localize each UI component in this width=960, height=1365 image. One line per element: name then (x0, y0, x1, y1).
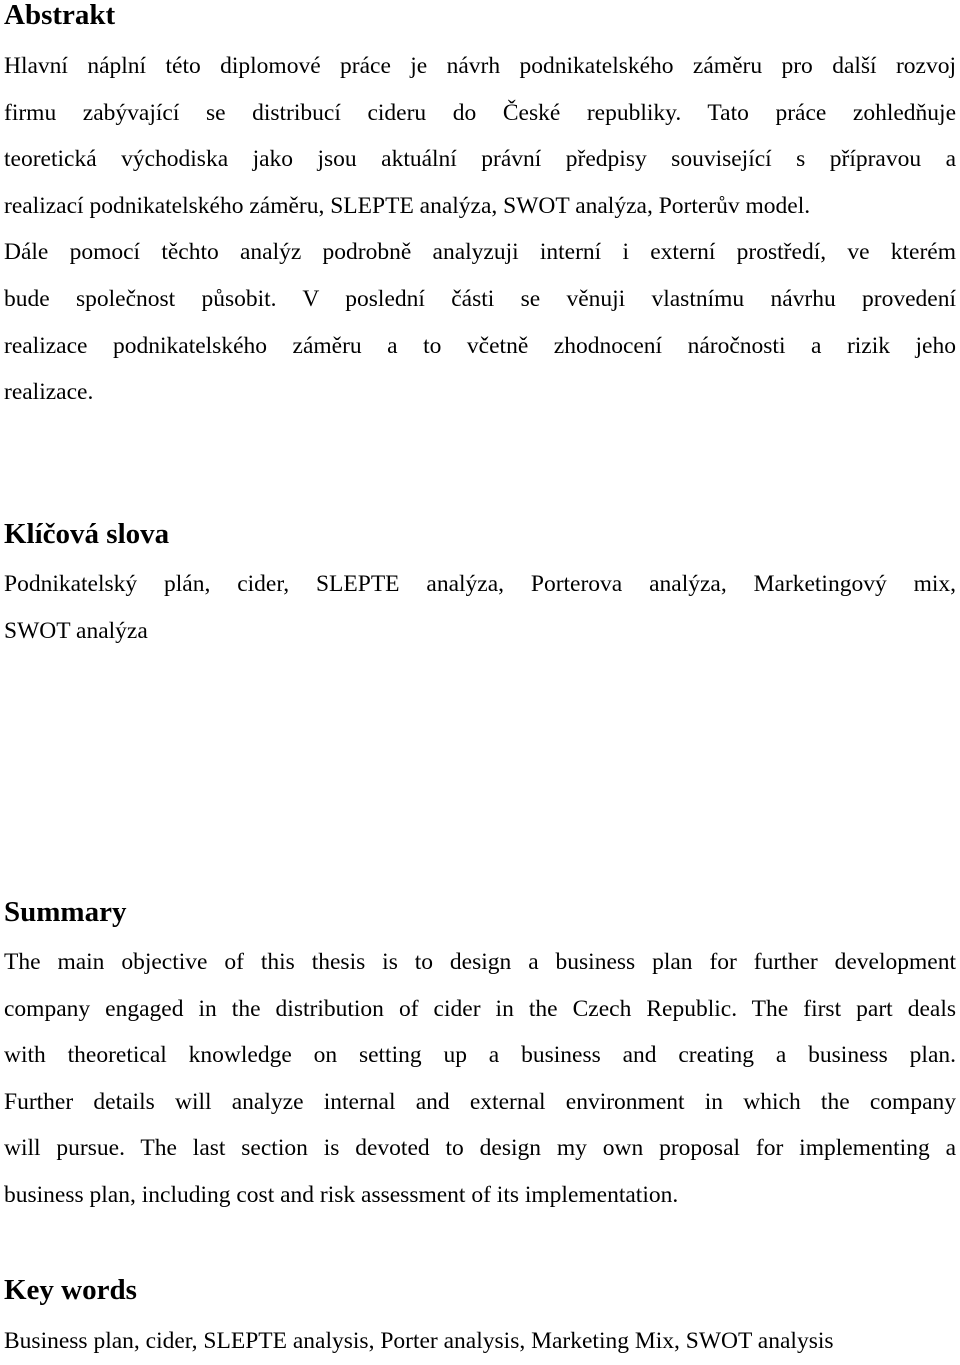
abstract-line: realizace. (4, 379, 94, 406)
summary-heading: Summary (4, 896, 127, 928)
summary-line: The main objective of this thesis is to design a business plan for further development (4, 949, 956, 975)
keywords-en-paragraph (4, 1318, 956, 1365)
abstract-heading: Abstrakt (4, 0, 116, 31)
keywords-cz-paragraph (4, 561, 956, 654)
summary-line: company engaged in the distribution of cider in the Czech Republic. The first part deals (4, 995, 956, 1022)
summary-paragraph (4, 939, 956, 1219)
abstract-line: realizace podnikatelského záměru a to včetně zhodnocení náročnosti a rizik jeho (4, 332, 956, 359)
keywords-en-heading: Key words (4, 1274, 137, 1306)
summary-line: will pursue. The last section is devoted to design my own proposal for implementing a (4, 1135, 956, 1162)
summary-line: business plan, including cost and risk assessment of its implementation. (4, 1181, 679, 1208)
keywords-en-line: Business plan, cider, SLEPTE analysis, Porter analysis, Marketing Mix, SWOT analysis (4, 1328, 834, 1354)
abstract-line: Hlavní náplní této diplomové práce je návrh podnikatelského záměru pro další rozvoj (4, 53, 956, 79)
abstract-paragraph (4, 43, 956, 416)
abstract-line: firmu zabývající se distribucí cideru do České republiky. Tato práce zohledňuje (4, 99, 956, 126)
abstract-line: Dále pomocí těchto analýz podrobně analyzuji interní i externí prostředí, ve kterém (4, 239, 956, 266)
abstract-line: bude společnost působit. V poslední části se věnuji vlastnímu návrhu provedení (4, 285, 956, 312)
summary-line: with theoretical knowledge on setting up a business and creating a business plan. (4, 1042, 956, 1069)
summary-line: Further details will analyze internal and external environment in which the company (4, 1088, 956, 1115)
keywords-cz-line: SWOT analýza (4, 617, 148, 644)
abstract-line: teoretická východiska jako jsou aktuální právní předpisy související s přípravou a (4, 146, 956, 173)
keywords-cz-line: Podnikatelský plán, cider, SLEPTE analýza, Porterova analýza, Marketingový mix, (4, 571, 956, 597)
abstract-line: realizací podnikatelského záměru, SLEPTE analýza, SWOT analýza, Porterův model. (4, 192, 811, 219)
keywords-cz-heading: Klíčová slova (4, 518, 170, 550)
